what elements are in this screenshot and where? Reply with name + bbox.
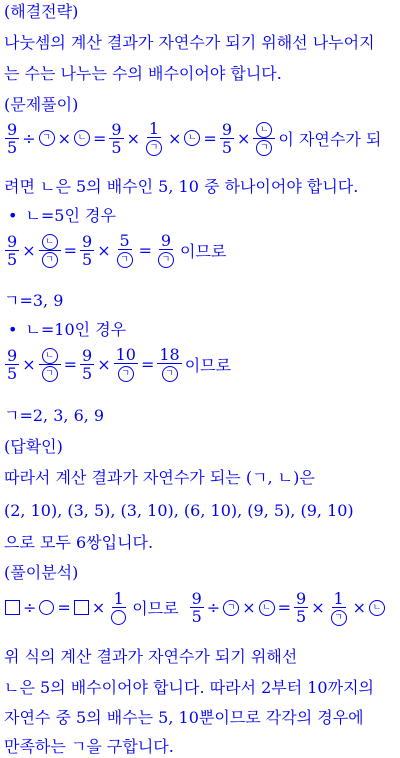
- circled-g-icon: ㄱ: [256, 140, 272, 156]
- analysis-line-4: 만족하는 ㄱ을 구합니다.: [4, 737, 174, 756]
- circled-n-icon: ㄴ: [74, 130, 90, 146]
- strategy-line-2: 는 수는 나누는 수의 배수이어야 합니다.: [4, 64, 282, 83]
- circled-n-icon: ㄴ: [184, 130, 200, 146]
- strategy-line-1: 나눗셈의 계산 결과가 자연수가 되기 위해선 나누어지: [4, 33, 375, 52]
- circled-g-icon: ㄱ: [42, 252, 58, 268]
- check-line-3: 으로 모두 6쌍입니다.: [4, 533, 154, 552]
- fraction-n-over-g: [253, 120, 275, 156]
- circled-g-icon: ㄱ: [39, 130, 55, 146]
- circled-g-icon: ㄱ: [42, 366, 58, 382]
- square-box-icon: [5, 600, 20, 615]
- equation-main-tail: 이 자연수가 되: [278, 129, 382, 149]
- analysis-line-2: ㄴ은 5의 배수이어야 합니다. 따라서 2부터 10까지의: [4, 678, 374, 697]
- fraction-9-over-5: $\frac{9}{5}$: [221, 119, 232, 157]
- solving-line-2: 려면 ㄴ은 5의 배수인 5, 10 중 하나이어야 합니다.: [4, 177, 359, 196]
- check-line-2: (2, 10), (3, 5), (3, 10), (6, 10), (9, 5), (9, 10): [4, 501, 354, 520]
- analysis-line-1: 위 식의 계산 결과가 자연수가 되기 위해선: [4, 647, 298, 666]
- heading-problem-solving: (문제풀이): [4, 95, 79, 114]
- fraction-9-over-5: $\frac{9}{5}$: [7, 119, 18, 157]
- bullet-icon: •: [8, 206, 18, 225]
- equation-case-2: $\frac{9}{5}$ × $\frac{\text{ㄴ}}{\text{ㄱ}}$ = $\frac{9}{5}$ × $\frac{10}{\text{ㄱ}}$ = $\frac{18}{\text{ㄱ}}$ 이므로: [7, 345, 232, 383]
- circled-g-icon: ㄱ: [118, 366, 134, 382]
- case-1-label: • ㄴ=5인 경우: [8, 206, 116, 225]
- heading-answer-check: (답확인): [4, 437, 63, 456]
- analysis-line-3: 자연수 중 5의 배수는 5, 10뿐이므로 각각의 경우에: [4, 708, 364, 727]
- circled-n-icon: ㄴ: [259, 600, 275, 616]
- square-box-icon: [74, 600, 89, 615]
- equation-main: $\frac{9}{5}$ ÷ ㄱ × ㄴ = $\frac{9}{5}$ × $\frac{1}{\text{ㄱ}}$ × ㄴ = $\frac{9}{5}$ × $\frac{\text{ㄴ}}{\text{ㄱ}}$ 이 자연수가 되: [7, 119, 382, 157]
- circled-n-icon: ㄴ: [42, 348, 58, 364]
- circled-g-icon: ㄱ: [158, 252, 174, 268]
- heading-solution-strategy: (해결전략): [4, 2, 79, 21]
- circled-g-icon: ㄱ: [331, 610, 347, 626]
- check-line-1: 따라서 계산 결과가 자연수가 되는 (ㄱ, ㄴ)은: [4, 468, 315, 487]
- equation-case-1: $\frac{9}{5}$ × $\frac{\text{ㄴ}}{\text{ㄱ}}$ = $\frac{9}{5}$ × $\frac{5}{\text{ㄱ}}$ = $\frac{9}{\text{ㄱ}}$ 이므로: [7, 231, 227, 269]
- circled-g-icon: ㄱ: [162, 366, 178, 382]
- equation-analysis: ÷ = × 1 이므로 $\frac{9}{5}$ ÷ ㄱ × ㄴ = $\frac{9}{5}$ × $\frac{1}{\text{ㄱ}}$ × ㄴ: [4, 590, 386, 626]
- circle-icon: [111, 610, 126, 625]
- circled-g-icon: ㄱ: [117, 252, 133, 268]
- circled-g-icon: ㄱ: [223, 600, 239, 616]
- fraction-1-over-g: $\frac{1}{\text{ㄱ}}$: [143, 120, 165, 156]
- circled-g-icon: ㄱ: [146, 140, 162, 156]
- circled-n-icon: ㄴ: [42, 234, 58, 250]
- case-2-result: ㄱ=2, 3, 6, 9: [4, 406, 105, 425]
- circled-n-icon: ㄴ: [256, 122, 272, 138]
- heading-solution-analysis: (풀이분석): [4, 563, 79, 582]
- bullet-icon: •: [8, 320, 18, 339]
- fraction-9-over-5: $\frac{9}{5}$: [111, 119, 122, 157]
- circle-icon: [39, 600, 54, 615]
- case-1-result: ㄱ=3, 9: [4, 291, 64, 310]
- circled-n-icon: ㄴ: [369, 600, 385, 616]
- case-2-label: • ㄴ=10인 경우: [8, 320, 127, 339]
